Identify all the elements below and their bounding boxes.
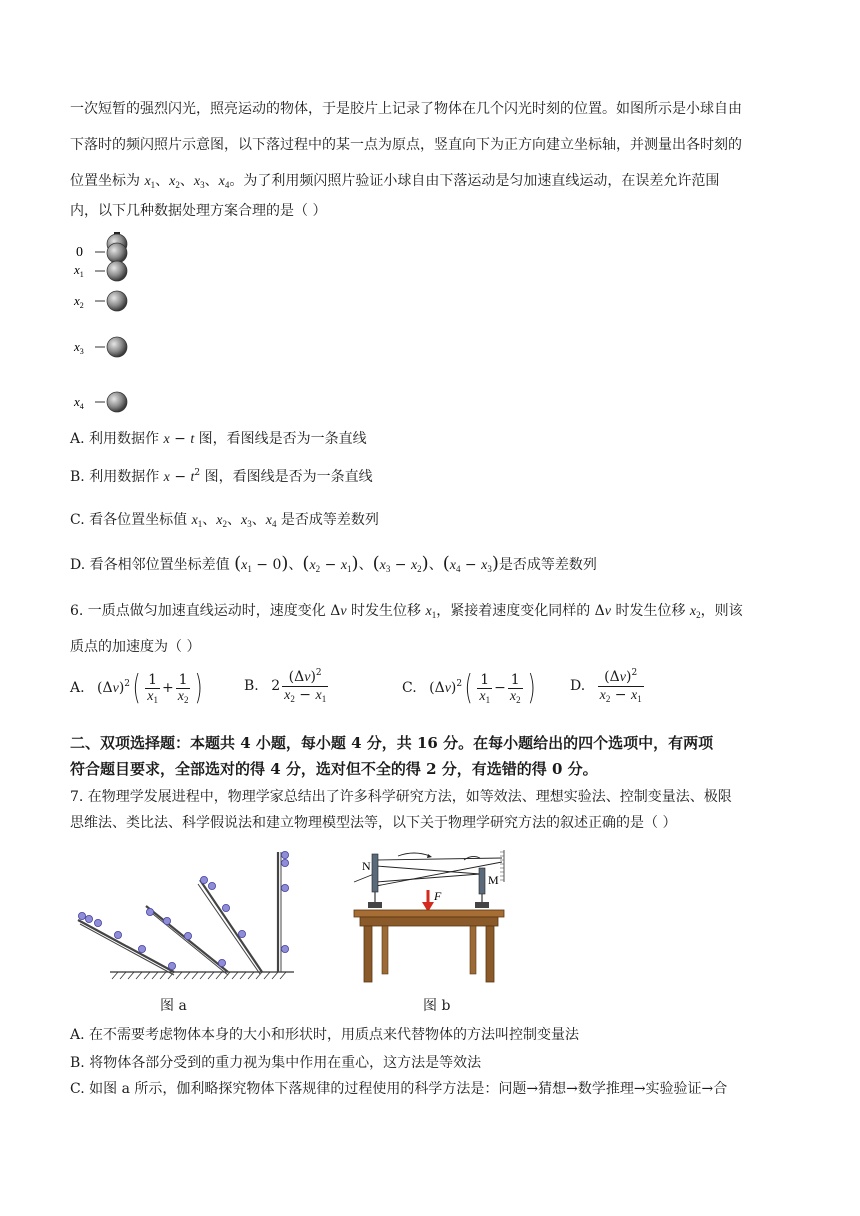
section-2-heading-line-1: 二、双项选择题：本题共 4 小题，每小题 4 分，共 16 分。在每小题给出的四个选项中，有两项 (70, 734, 714, 752)
intro-line-3: 位置坐标为 $x_1$、$x_2$、$x_3$、$x_4$。为了利用频闪照片验证小球自由下落运动是匀加速直线运动，在误差允许范围 (70, 173, 720, 190)
q5-option-b[interactable]: B. 利用数据作 $x - t^2$ 图，看图线是否为一条直线 (70, 468, 373, 485)
figure-b-caption: 图 b (423, 998, 451, 1014)
label-M: M (488, 873, 499, 887)
q6-line-2: 质点的加速度为（ ） (70, 639, 201, 655)
q7-option-a[interactable]: A. 在不需要考虑物体本身的大小和形状时，用质点来代替物体的方法叫控制变量法 (70, 1027, 580, 1043)
q6-option-a[interactable]: A. $(\Delta v)^2$( $\frac{1}{x_1}$ + $\frac{1}{x_2}$ ) (70, 668, 204, 708)
axis-label-0: 0 (76, 245, 83, 260)
label-F: F (434, 889, 442, 903)
intro-line-3-pre: 位置坐标为 (70, 173, 140, 189)
q6-option-b[interactable]: B. 2 $\frac{(\Delta v)^2}{x_2 - x_1}$ (244, 668, 327, 704)
q7-line-1: 7. 在物理学发展进程中，物理学家总结出了许多科学研究方法，如等效法、理想实验法、控制变量法、极限 (70, 789, 732, 805)
label-N: N (362, 859, 371, 873)
ball-3 (107, 291, 127, 311)
intro-line-3-post: 。为了利用频闪照片验证小球自由下落运动是匀加速直线运动，在误差允许范围 (229, 173, 720, 189)
axis-label-x4: $x_4$ (74, 394, 84, 411)
q6-option-c[interactable]: C. $(\Delta v)^2$( $\frac{1}{x_1}$ − $\frac{1}{x_2}$ ) (402, 668, 536, 708)
q6-option-d[interactable]: D. $\frac{(\Delta v)^2}{x_2 - x_1}$ (570, 668, 642, 704)
ball-1 (107, 243, 127, 263)
figure-a-inclined-planes (74, 846, 304, 986)
figure-a-caption: 图 a (160, 998, 187, 1014)
q5-option-a[interactable]: A. 利用数据作 x − t 图，看图线是否为一条直线 (70, 431, 367, 447)
intro-line-4: 内，以下几种数据处理方案合理的是（ ） (70, 203, 327, 219)
axis-label-x2: $x_2$ (74, 293, 84, 310)
figure-b-table-mirrors (346, 846, 526, 986)
ball-2 (107, 261, 127, 281)
section-2-heading-line-2: 符合题目要求，全部选对的得 4 分，选对但不全的得 2 分，有选错的得 0 分。 (70, 760, 598, 778)
intro-line-2: 下落时的频闪照片示意图，以下落过程中的某一点为原点，竖直向下为正方向建立坐标轴，并测量出各时刻的 (70, 137, 742, 153)
axis-label-x1: $x_1$ (74, 262, 84, 279)
q5-option-d[interactable]: D. 看各相邻位置坐标差值 $(x_1 - 0)$、$(x_2 - x_1)$、$(x_3 - x_2)$、$(x_4 - x_3)$是否成等差数列 (70, 553, 597, 574)
axis-label-x3: $x_3$ (74, 339, 84, 356)
q7-option-c[interactable]: C. 如图 a 所示，伽利略探究物体下落规律的过程使用的科学方法是：问题→猜想→数学推理→实验验证→合 (70, 1081, 728, 1097)
q7-line-2: 思维法、类比法、科学假说法和建立物理模型法等，以下关于物理学研究方法的叙述正确的是（ ） (70, 815, 677, 831)
ball-5 (107, 392, 127, 412)
q5-option-c[interactable]: C. 看各位置坐标值 $x_1$、$x_2$、$x_3$、$x_4$ 是否成等差数列 (70, 512, 379, 529)
falling-ball-figure (68, 228, 148, 418)
intro-line-1: 一次短暂的强烈闪光，照亮运动的物体，于是胶片上记录了物体在几个闪光时刻的位置。如图所示是小球自由 (70, 101, 742, 117)
ball-4 (107, 337, 127, 357)
q6-line-1: 6. 一质点做匀加速直线运动时，速度变化 Δv 时发生位移 $x_1$，紧接着速度变化同样的 Δv 时发生位移 $x_2$，则该 (70, 603, 743, 620)
q7-option-b[interactable]: B. 将物体各部分受到的重力视为集中作用在重心，这方法是等效法 (70, 1055, 482, 1071)
